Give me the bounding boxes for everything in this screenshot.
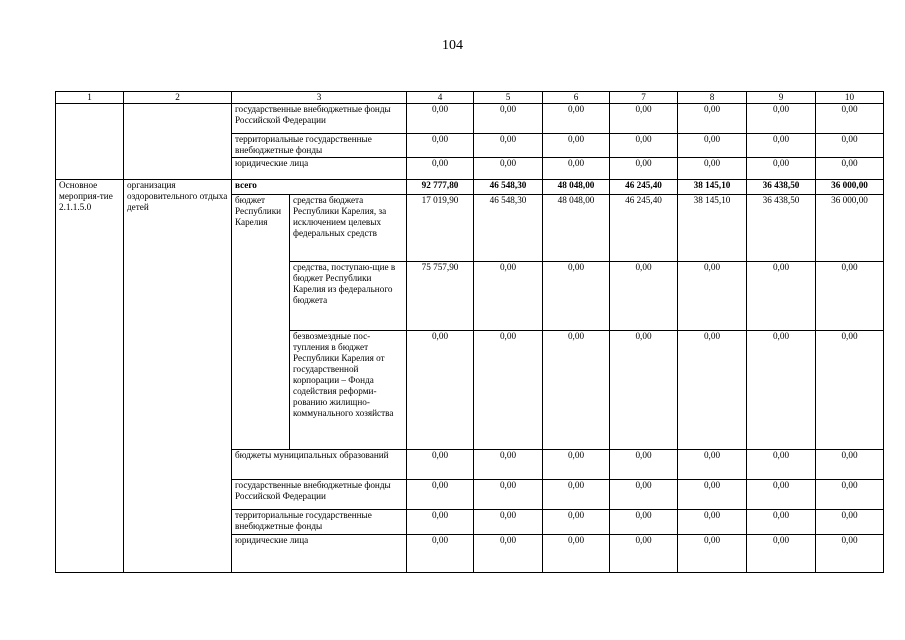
value-cell: 36 438,50 [747, 195, 816, 262]
column-number: 9 [747, 92, 816, 104]
value-cell: 36 000,00 [816, 195, 884, 262]
value-cell: 92 777,80 [407, 180, 474, 195]
value-cell: 0,00 [610, 535, 678, 573]
value-cell: 0,00 [747, 331, 816, 450]
measure-title: организация оздоровительного отдыха детей [124, 180, 232, 573]
value-cell: 0,00 [543, 134, 610, 158]
value-cell: 0,00 [543, 158, 610, 180]
value-cell: 0,00 [610, 104, 678, 134]
column-number: 8 [678, 92, 747, 104]
value-cell: 0,00 [747, 510, 816, 535]
funding-source-label: юридические лица [232, 158, 407, 180]
value-cell: 0,00 [474, 104, 543, 134]
value-cell: 0,00 [474, 480, 543, 510]
value-cell: 0,00 [747, 535, 816, 573]
value-cell: 0,00 [474, 535, 543, 573]
page-number: 104 [442, 38, 463, 53]
value-cell: 38 145,10 [678, 195, 747, 262]
value-cell: 0,00 [747, 262, 816, 331]
value-cell: 0,00 [747, 104, 816, 134]
value-cell: 0,00 [474, 331, 543, 450]
table-row [56, 104, 884, 134]
value-cell: 0,00 [816, 104, 884, 134]
funding-source-label: средства бюджета Республики Карелия, за исключением целевых федеральных средств [290, 195, 407, 262]
value-cell: 0,00 [816, 480, 884, 510]
value-cell: 0,00 [678, 450, 747, 480]
value-cell: 0,00 [474, 262, 543, 331]
column-number: 6 [543, 92, 610, 104]
value-cell: 48 048,00 [543, 180, 610, 195]
empty-title-cell [124, 104, 232, 180]
value-cell: 17 019,90 [407, 195, 474, 262]
value-cell: 0,00 [816, 510, 884, 535]
value-cell: 75 757,90 [407, 262, 474, 331]
value-cell: 0,00 [816, 450, 884, 480]
column-number: 10 [816, 92, 884, 104]
value-cell: 0,00 [610, 480, 678, 510]
value-cell: 46 245,40 [610, 180, 678, 195]
value-cell: 0,00 [678, 158, 747, 180]
value-cell: 0,00 [407, 450, 474, 480]
value-cell: 0,00 [543, 331, 610, 450]
table-row [56, 180, 884, 195]
funding-source-label: средства, поступаю-щие в бюджет Республики Карелия из федерального бюджета [290, 262, 407, 331]
value-cell: 0,00 [678, 134, 747, 158]
value-cell: 0,00 [816, 134, 884, 158]
column-number: 7 [610, 92, 678, 104]
column-number: 3 [232, 92, 407, 104]
value-cell: 0,00 [747, 450, 816, 480]
value-cell: 0,00 [543, 510, 610, 535]
value-cell: 0,00 [678, 262, 747, 331]
value-cell: 0,00 [407, 510, 474, 535]
funding-source-label: государственные внебюджетные фонды Российской Федерации [232, 480, 407, 510]
value-cell: 0,00 [610, 158, 678, 180]
funding-source-label: территориальные государственные внебюджетные фонды [232, 510, 407, 535]
value-cell: 48 048,00 [543, 195, 610, 262]
value-cell: 0,00 [610, 331, 678, 450]
value-cell: 0,00 [543, 104, 610, 134]
column-number: 4 [407, 92, 474, 104]
column-number-row [56, 92, 884, 104]
column-number: 2 [124, 92, 232, 104]
value-cell: 0,00 [816, 331, 884, 450]
value-cell: 0,00 [407, 331, 474, 450]
value-cell: 46 245,40 [610, 195, 678, 262]
column-number: 1 [56, 92, 124, 104]
value-cell: 0,00 [474, 158, 543, 180]
value-cell: 0,00 [610, 450, 678, 480]
budget-table [55, 91, 884, 573]
value-cell: 0,00 [407, 480, 474, 510]
funding-source-label: юридические лица [232, 535, 407, 573]
value-cell: 0,00 [474, 510, 543, 535]
funding-source-label: территориальные государственные внебюджетные фонды [232, 134, 407, 158]
value-cell: 0,00 [610, 262, 678, 331]
value-cell: 0,00 [678, 331, 747, 450]
value-cell: 0,00 [543, 450, 610, 480]
funding-source-label: бюджеты муниципальных образований [232, 450, 407, 480]
value-cell: 0,00 [747, 480, 816, 510]
value-cell: 0,00 [678, 104, 747, 134]
value-cell: 0,00 [678, 510, 747, 535]
value-cell: 46 548,30 [474, 195, 543, 262]
value-cell: 0,00 [474, 134, 543, 158]
value-cell: 0,00 [610, 134, 678, 158]
value-cell: 0,00 [816, 535, 884, 573]
value-cell: 36 438,50 [747, 180, 816, 195]
empty-name-cell [56, 104, 124, 180]
value-cell: 0,00 [543, 480, 610, 510]
value-cell: 0,00 [678, 480, 747, 510]
value-cell: 0,00 [407, 104, 474, 134]
funding-source-label: безвозмездные пос-тупления в бюджет Республики Карелия от государственной корпорации – Фонда содействия реформи-рованию жилищно-коммунального хозяйства [290, 331, 407, 450]
column-number: 5 [474, 92, 543, 104]
total-label: всего [232, 180, 407, 195]
value-cell: 0,00 [407, 134, 474, 158]
funding-source-label: государственные внебюджетные фонды Российской Федерации [232, 104, 407, 134]
value-cell: 0,00 [543, 535, 610, 573]
value-cell: 0,00 [474, 450, 543, 480]
value-cell: 0,00 [747, 134, 816, 158]
value-cell: 0,00 [816, 158, 884, 180]
value-cell: 0,00 [407, 535, 474, 573]
value-cell: 36 000,00 [816, 180, 884, 195]
value-cell: 0,00 [678, 535, 747, 573]
value-cell: 0,00 [816, 262, 884, 331]
value-cell: 46 548,30 [474, 180, 543, 195]
value-cell: 0,00 [407, 158, 474, 180]
measure-name: Основное мероприя-тие 2.1.1.5.0 [56, 180, 124, 573]
value-cell: 38 145,10 [678, 180, 747, 195]
republic-budget-label: бюджет Республики Карелия [232, 195, 290, 450]
value-cell: 0,00 [610, 510, 678, 535]
value-cell: 0,00 [747, 158, 816, 180]
value-cell: 0,00 [543, 262, 610, 331]
